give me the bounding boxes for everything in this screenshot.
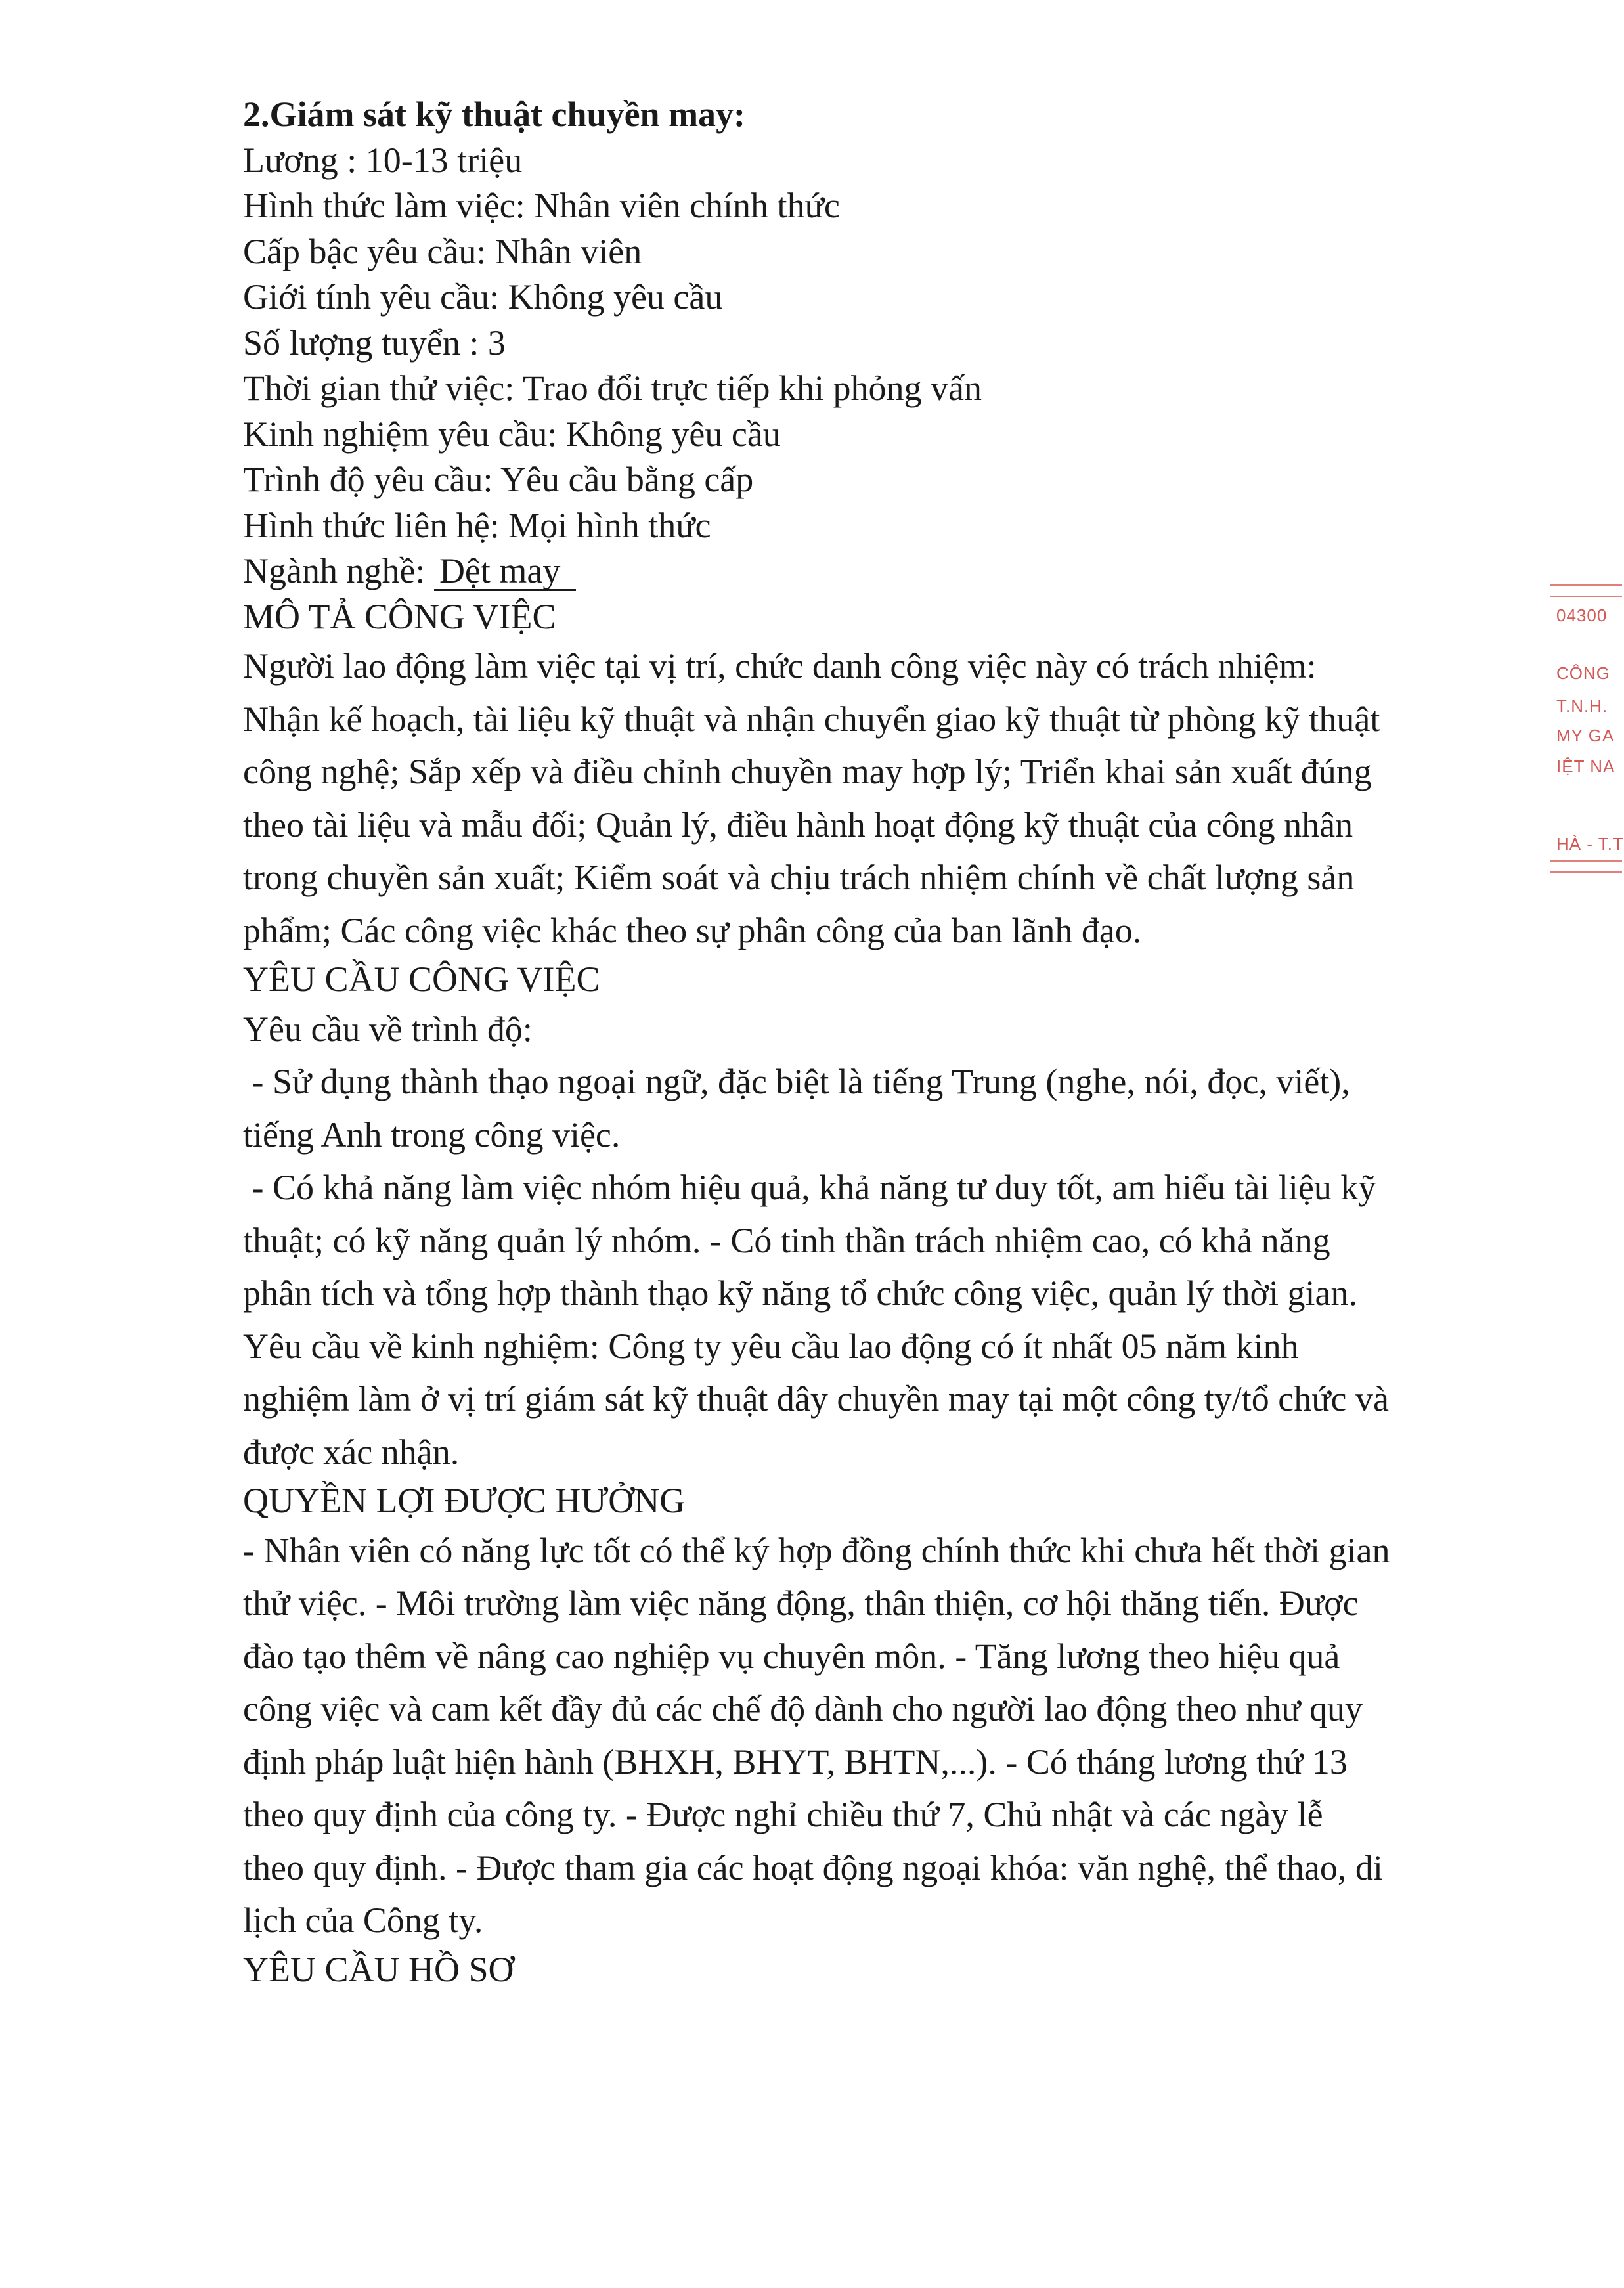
benefits-line: - Nhân viên có năng lực tốt có thể ký hợp đồng chính thức khi chưa hết thời gian bbox=[243, 1530, 1390, 1570]
section-title: 2.Giám sát kỹ thuật chuyền may: bbox=[243, 95, 746, 134]
requirements-line: thuật; có kỹ năng quản lý nhóm. - Có tinh thần trách nhiệm cao, có khả năng bbox=[243, 1220, 1330, 1260]
description-line: phẩm; Các công việc khác theo sự phân công của ban lãnh đạo. bbox=[243, 910, 1142, 950]
stamp-text: T.N.H. bbox=[1556, 696, 1608, 716]
requirements-line: Yêu cầu về trình độ: bbox=[243, 1009, 533, 1049]
documents-heading: YÊU CẦU HỒ SƠ bbox=[243, 1949, 514, 1989]
detail-industry bbox=[243, 548, 1510, 594]
benefits-line: lịch của Công ty. bbox=[243, 1901, 483, 1940]
industry-label: Ngành nghề: bbox=[243, 551, 426, 590]
stamp-text: MY GA bbox=[1556, 726, 1615, 745]
benefits-body bbox=[243, 1524, 1510, 1947]
stamp-text: 04300 bbox=[1556, 605, 1608, 625]
requirements-line: được xác nhận. bbox=[243, 1432, 460, 1472]
detail-gender: Giới tính yêu cầu: Không yêu cầu bbox=[243, 277, 723, 317]
detail-work-type: Hình thức làm việc: Nhân viên chính thức bbox=[243, 186, 840, 225]
detail-salary: Lương : 10-13 triệu bbox=[243, 140, 523, 180]
stamp-text: IỆT NA bbox=[1556, 757, 1615, 776]
description-line: trong chuyền sản xuất; Kiểm soát và chịu trách nhiệm chính về chất lượng sản bbox=[243, 858, 1355, 897]
detail-experience: Kinh nghiệm yêu cầu: Không yêu cầu bbox=[243, 414, 781, 454]
detail-contact: Hình thức liên hệ: Mọi hình thức bbox=[243, 505, 711, 545]
benefits-line: theo quy định. - Được tham gia các hoạt động ngoại khóa: văn nghệ, thể thao, di bbox=[243, 1847, 1383, 1887]
detail-education: Trình độ yêu cầu: Yêu cầu bằng cấp bbox=[243, 460, 754, 499]
job-details bbox=[243, 138, 1510, 594]
requirements-line: Yêu cầu về kinh nghiệm: Công ty yêu cầu lao động có ít nhất 05 năm kinh bbox=[243, 1326, 1299, 1366]
description-body bbox=[243, 640, 1510, 957]
requirements-line: nghiệm làm ở vị trí giám sát kỹ thuật dây chuyền may tại một công ty/tổ chức và bbox=[243, 1379, 1389, 1419]
requirements-line: - Có khả năng làm việc nhóm hiệu quả, khả năng tư duy tốt, am hiểu tài liệu kỹ bbox=[243, 1168, 1376, 1207]
benefits-line: công việc và cam kết đầy đủ các chế độ dành cho người lao động theo như quy bbox=[243, 1689, 1363, 1728]
description-line: theo tài liệu và mẫu đối; Quản lý, điều hành hoạt động kỹ thuật của công nhân bbox=[243, 804, 1353, 845]
requirements-heading: YÊU CẦU CÔNG VIỆC bbox=[243, 959, 600, 999]
description-line: công nghệ; Sắp xếp và điều chỉnh chuyền may hợp lý; Triển khai sản xuất đúng bbox=[243, 752, 1372, 791]
requirements-line: - Sử dụng thành thạo ngoại ngữ, đặc biệt là tiếng Trung (nghe, nói, đọc, viết), bbox=[243, 1062, 1350, 1101]
stamp-text: HÀ - T.T bbox=[1556, 834, 1624, 854]
description-line: Người lao động làm việc tại vị trí, chức danh công việc này có trách nhiệm: bbox=[243, 646, 1317, 686]
company-stamp bbox=[1550, 584, 1624, 880]
requirements-line: tiếng Anh trong công việc. bbox=[243, 1114, 621, 1155]
benefits-line: thử việc. - Môi trường làm việc năng động, thân thiện, cơ hội thăng tiến. Được bbox=[243, 1583, 1359, 1623]
benefits-line: đào tạo thêm về nâng cao nghiệp vụ chuyên môn. - Tăng lương theo hiệu quả bbox=[243, 1636, 1340, 1676]
stamp-text: CÔNG bbox=[1556, 663, 1610, 683]
stamp-ring-top bbox=[1550, 584, 1622, 597]
requirements-body bbox=[243, 1003, 1510, 1479]
benefits-line: theo quy định của công ty. - Được nghỉ chiều thứ 7, Chủ nhật và các ngày lễ bbox=[243, 1795, 1323, 1834]
detail-probation: Thời gian thử việc: Trao đổi trực tiếp khi phỏng vấn bbox=[243, 368, 982, 408]
description-heading: MÔ TẢ CÔNG VIỆC bbox=[243, 596, 556, 636]
benefits-line: định pháp luật hiện hành (BHXH, BHYT, BHTN,...). - Có tháng lương thứ 13 bbox=[243, 1742, 1348, 1782]
description-line: Nhận kế hoạch, tài liệu kỹ thuật và nhận chuyển giao kỹ thuật từ phòng kỹ thuật bbox=[243, 699, 1380, 739]
job-posting bbox=[243, 92, 1510, 1992]
industry-value: Dệt may bbox=[434, 552, 576, 591]
detail-level: Cấp bậc yêu cầu: Nhân viên bbox=[243, 231, 642, 271]
detail-quantity: Số lượng tuyển : 3 bbox=[243, 322, 506, 363]
benefits-heading: QUYỀN LỢI ĐƯỢC HƯỞNG bbox=[243, 1481, 686, 1520]
stamp-ring-bottom bbox=[1550, 860, 1622, 873]
requirements-line: phân tích và tổng hợp thành thạo kỹ năng tổ chức công việc, quản lý thời gian. bbox=[243, 1273, 1357, 1313]
